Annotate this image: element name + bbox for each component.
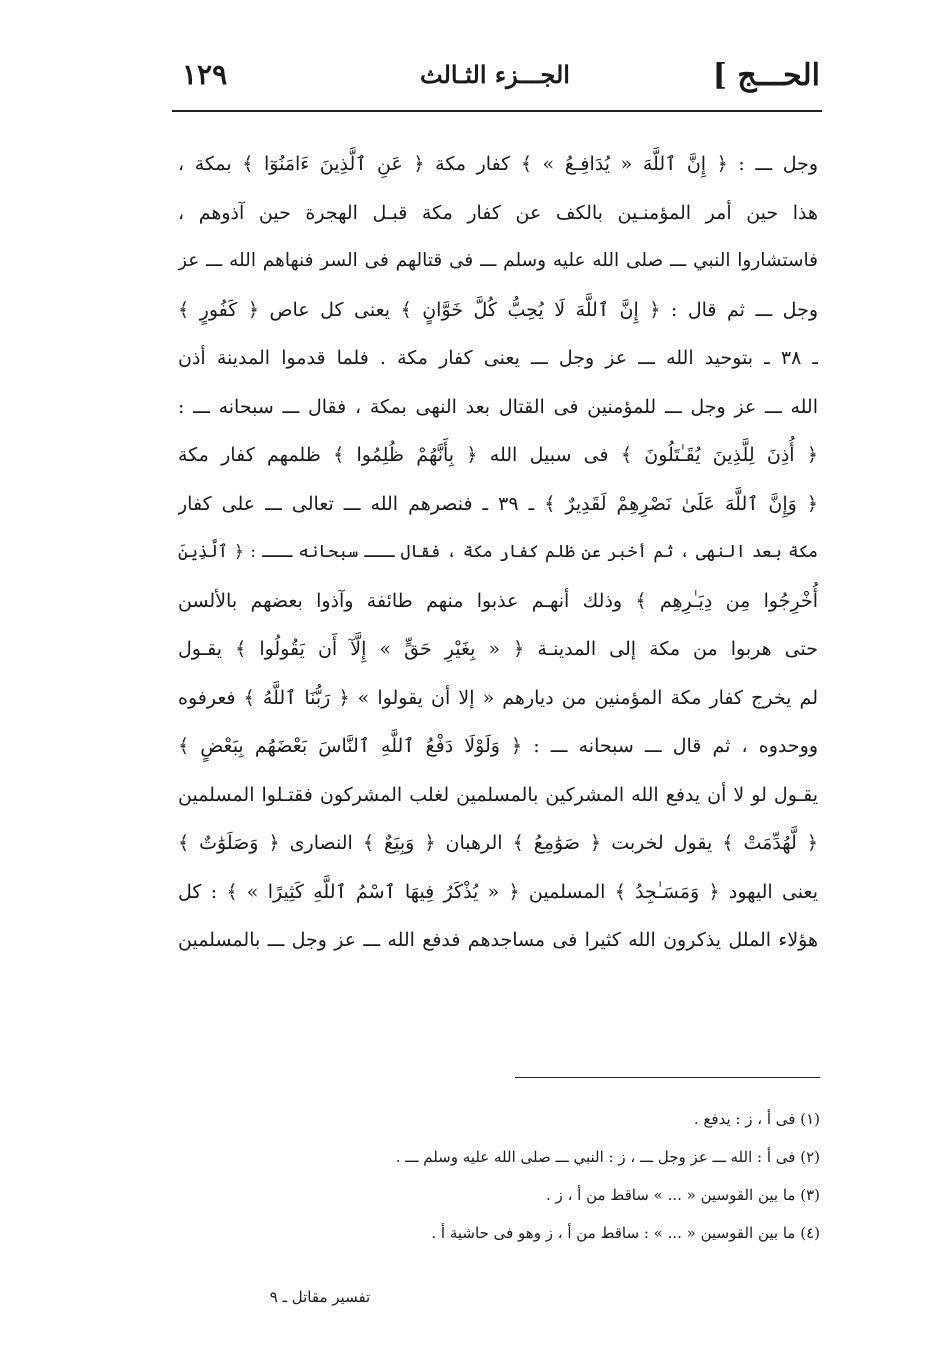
text-line: ﴿ أُذِنَ لِلَّذِينَ يُقَـٰتَلُونَ ﴾ فى سبيل الله ﴿ بِأَنَّهُمْ ظُلِمُوا ﴾ ظلمهم كفار مكة (178, 444, 818, 466)
text-line: ﴿ لَّهُدِّمَتْ ﴾ يقول لخربت ﴿ صَوَٰمِعُ ﴾ الرهبان ﴿ وَبِيَعٌ ﴾ النصارى ﴿ وَصَلَوَٰتٌ ﴾ (178, 832, 818, 854)
part-title: الجـــزء الثـالث (420, 60, 570, 89)
footnotes (250, 1100, 820, 1252)
text-line: وجل ـــ ثم قال : ﴿ إِنَّ ٱللَّهَ لَا يُحِبُّ كُلَّ خَوَّانٍ ﴾ يعنى كل عاص ﴿ كَفُورٍ ﴾ (178, 298, 818, 321)
text-line: يقـول لو لا أن يدفع الله المشركين بالمسلمين لغلب المشركون فقتـلوا المسلمين (178, 783, 818, 806)
page-number: ١٢٩ (182, 58, 228, 91)
body-text (178, 140, 818, 965)
signature-mark: تفسير مقاتل ـ ٩ (269, 1288, 371, 1306)
footnote-1: (١) فى أ ، ز : يدفع . (693, 1110, 820, 1128)
footnote-4: (٤) ما بين القوسين « ... » : ساقط من أ ، ز وهو فى حاشية أ . (431, 1224, 820, 1242)
text-line: ووحدوه ، ثم قال ـــ سبحانه ـــ : ﴿ وَلَوْلَا دَفْعُ ٱللَّهِ ٱلنَّاسَ بَعْضَهُم بِبَعْضٍ ﴾ (178, 735, 818, 757)
footnote-divider (515, 1077, 820, 1078)
text-line: وجل ـــ : ﴿ إِنَّ ٱللَّهَ « يُدَافِـعُ » ﴾ كفار مكة ﴿ عَنِ ٱلَّذِينَ ءَامَنُوٓا ﴾ بمكة ، (178, 153, 818, 175)
text-line: يعنى اليهود ﴿ وَمَسَـٰجِدُ ﴾ المسلمين ﴿ « يُذْكَرُ فِيهَا ٱسْمُ ٱللَّهِ كَثِيرًا » ﴾ : كل (178, 880, 818, 903)
text-line: ـ ٣٨ ـ بتوحيد الله ـــ عز وجل ـــ يعنى كفار مكة . فلما قدموا المدينة أذن (178, 347, 818, 369)
header-divider (172, 110, 822, 112)
running-header (170, 52, 820, 104)
text-line: حتى هربوا من مكة إلى المدينـة ﴿ « بِغَيْرِ حَقٍّ » إِلَّآ أَن يَقُولُوا ﴾ يقـول (178, 638, 818, 660)
chapter-title: الحـــج ] (712, 58, 820, 93)
text-line: هؤلاء الملل يذكرون الله كثيرا فى مساجدهم فدفع الله ـــ عز وجل ـــ بالمسلمين (178, 929, 818, 951)
text-line: فاستشاروا النبي ـــ صلى الله عليه وسلم ـــ فى قتالهم فى السر فنهاهم الله ـــ عز (178, 250, 818, 271)
text-line: هذا حين أمر المؤمنـين بالكف عن كفار مكة قبـل الهجرة حين آذوهم ، (178, 201, 818, 224)
text-line: مكة بعد النهى ، ثم أخبر عن ظلم كفار مكة ، فقال ـــ سبحانه ـــ : ﴿ ٱلَّذِينَ (178, 542, 818, 562)
text-line: أُخْرِجُوا مِن دِيَـٰرِهِم ﴾ وذلك أنهـم عذبوا منهم طائفة وآذوا بعضهم بالألسن (178, 589, 818, 612)
text-line: الله ـــ عز وجل ـــ للمؤمنين فى القتال بعد النهى بمكة ، فقال ـــ سبحانه ـــ : (178, 395, 818, 418)
text-line: لم يخرج كفار مكة المؤمنين من ديارهم « إلا أن يقولوا » ﴿ رَبُّنَا ٱللَّهُ ﴾ فعرفوه (178, 686, 818, 709)
text-line: ﴿ وَإِنَّ ٱللَّهَ عَلَىٰ نَصْرِهِمْ لَقَدِيرٌ ﴾ ـ ٣٩ ـ فنصرهم الله ـــ تعالى ـــ على كفار (178, 492, 818, 515)
footnote-3: (٣) ما بين القوسين « ... » ساقط من أ ، ز . (546, 1186, 820, 1204)
footnote-2: (٢) فى أ : الله ـــ عز وجل ـــ ، ز : النبي ـــ صلى الله عليه وسلم ـــ . (395, 1148, 820, 1166)
